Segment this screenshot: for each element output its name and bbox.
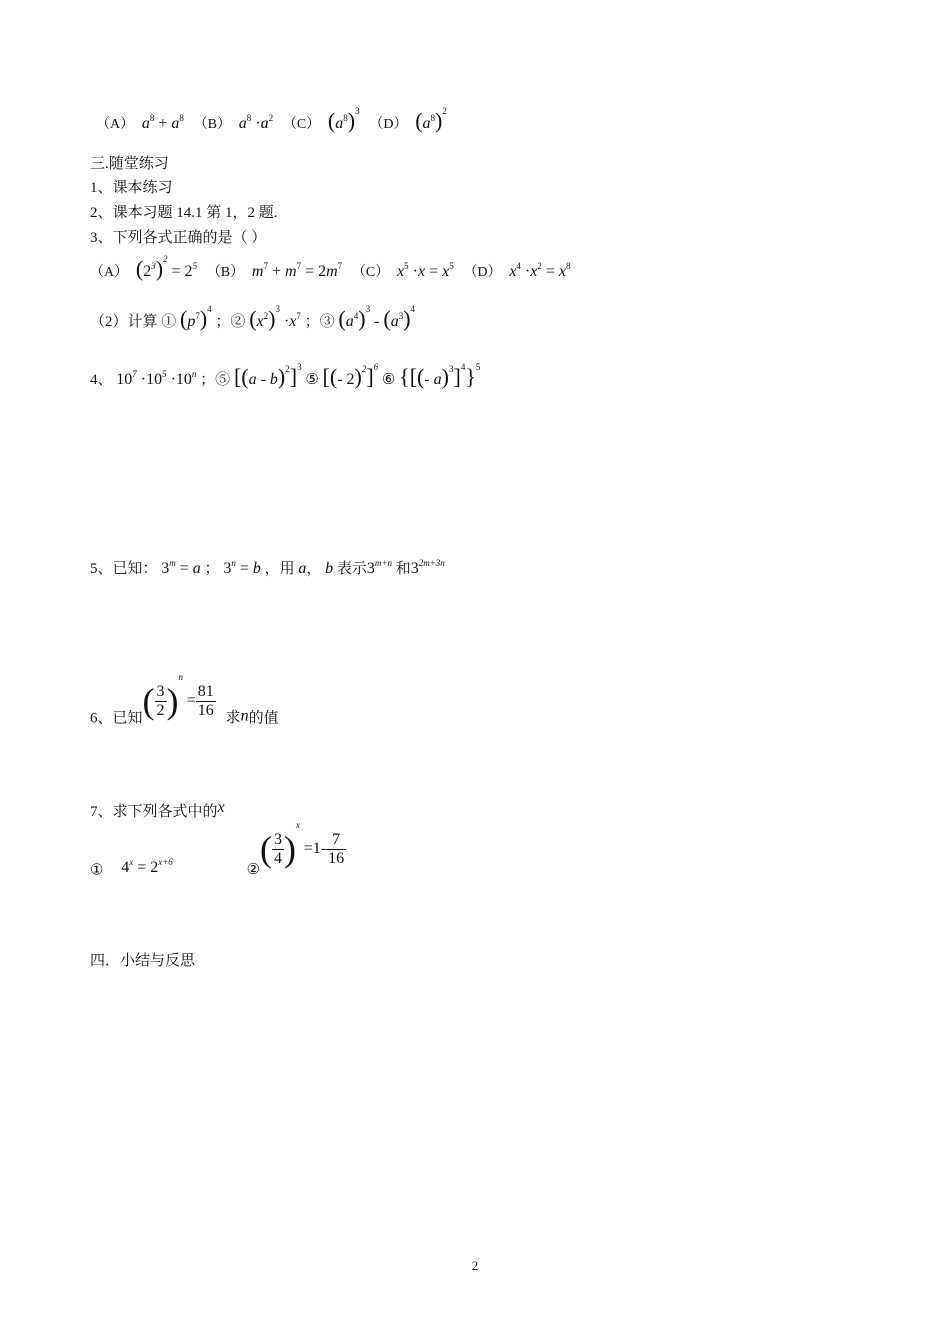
item-1: 1、课本练习 [90, 180, 173, 196]
option-b-expr: $a^8 \cdot a^2$ [238, 113, 274, 132]
fraction-81-16: $\frac{81}{16}$ [197, 682, 214, 719]
given-2: 3$^n$ = b [223, 558, 261, 577]
separator: ； [204, 561, 220, 577]
item-3-options [90, 256, 571, 282]
item-6-label: 6、已知 [90, 710, 143, 727]
option-c-expr: $x^5 \cdot x = x^5$ [397, 261, 454, 280]
option-d-label: （D） [369, 117, 408, 132]
option-a-expr: $(2^3)^2 = 2^5$ [135, 254, 198, 281]
option-b-label: （B） [206, 265, 245, 280]
separator: ；③ [304, 314, 335, 330]
fraction-3-2: $\frac{3}{2}$ [156, 682, 165, 719]
item-7-equations: ① $4^x = 2^{x+6}$ ②( $\frac{3}{4}$ )$^x$ =1- $\frac{7}{16}$ [90, 820, 345, 879]
equation-1: $4^x = 2^{x+6}$ [121, 857, 173, 877]
section-3-heading: 三.随堂练习 [90, 156, 169, 172]
circled-1: ① [90, 862, 104, 879]
item-7 [90, 800, 225, 821]
item-2: 2、课本习题 14.1 第 1，2 题. [90, 205, 278, 221]
separator: ；② [215, 314, 246, 330]
option-d-expr: $x^4 \cdot x^2 = x^8$ [509, 261, 571, 280]
item-4 [90, 364, 480, 390]
calc-expr-6: [(- 2)$^2$]$^6$ [322, 362, 379, 389]
option-c-label: （C） [282, 117, 321, 132]
item-5-mid: ，用 [264, 561, 295, 577]
item-5-rep: 表示 [336, 561, 367, 577]
option-c-expr: $(a^8)^3$ [327, 106, 360, 133]
item-4-label: 4、 [90, 372, 113, 388]
page-number: 2 [471, 1258, 479, 1273]
item-6-tail: 的值 [248, 710, 279, 727]
item-5 [90, 557, 445, 578]
item-3-part-2 [90, 306, 415, 332]
var-a: a [298, 560, 307, 577]
option-d-label: （D） [463, 265, 502, 280]
circled-6: ⑥ [381, 372, 396, 388]
calc-expr-5: [(a - b)$^2$]$^3$ [233, 362, 302, 389]
var-b: b [325, 560, 334, 577]
option-a-expr: $a^8 + a^8$ [141, 113, 184, 132]
calc-expr-7: {[(- a)$^3$]$^4$}$^5$ [399, 362, 481, 389]
section-4-heading: 四．小结与反思 [90, 953, 196, 969]
item-5-and: 和 [395, 561, 411, 577]
option-d-expr: $(a^8)^2$ [415, 106, 447, 133]
var-x: x [217, 799, 225, 816]
option-c-label: （C） [351, 265, 390, 280]
calc-expr-2: $(x^2)^3 \cdot x^7$ [249, 304, 301, 331]
fraction-3-4: $\frac{3}{4}$ [274, 830, 283, 867]
separator: ；⑤ [200, 372, 231, 388]
target-1: $3^{m+n}$ [366, 558, 392, 577]
calc-expr-4: $10^7 \cdot 10^5 \cdot 10^n$ [116, 369, 197, 388]
comma: ， [306, 561, 322, 577]
item-5-label: 5、已知： [90, 561, 158, 577]
var-n: n [240, 707, 249, 725]
options-row-top [90, 108, 447, 134]
item-3-part-2-label: （2）计算 ① [90, 314, 177, 330]
circled-2: ② [246, 862, 261, 879]
item-7-text: 7、求下列各式中的 [90, 804, 218, 820]
item-3: 3、下列各式正确的是（ ） [90, 230, 267, 246]
given-1: 3$^m$ = a [161, 558, 201, 577]
option-b-expr: $m^7 + m^7 = 2m^7$ [251, 261, 343, 280]
calc-expr-1: $(p^7)^4$ [180, 304, 212, 331]
item-6: 6、已知( $\frac{3}{2}$ )$^n$ = $\frac{81}{16}$ 求n的值 [90, 672, 279, 727]
item-6-ask: 求 [225, 710, 241, 727]
option-a-label: （A） [90, 265, 129, 280]
calc-expr-3: $(a^4)^3 - (a^3)^4$ [338, 304, 416, 331]
circled-5: ⑤ [305, 372, 319, 388]
target-2: $3^{2m+3n}$ [410, 558, 445, 577]
option-a-label: （A） [96, 117, 135, 132]
option-b-label: （B） [193, 117, 231, 132]
fraction-7-16: $\frac{7}{16}$ [328, 830, 345, 867]
